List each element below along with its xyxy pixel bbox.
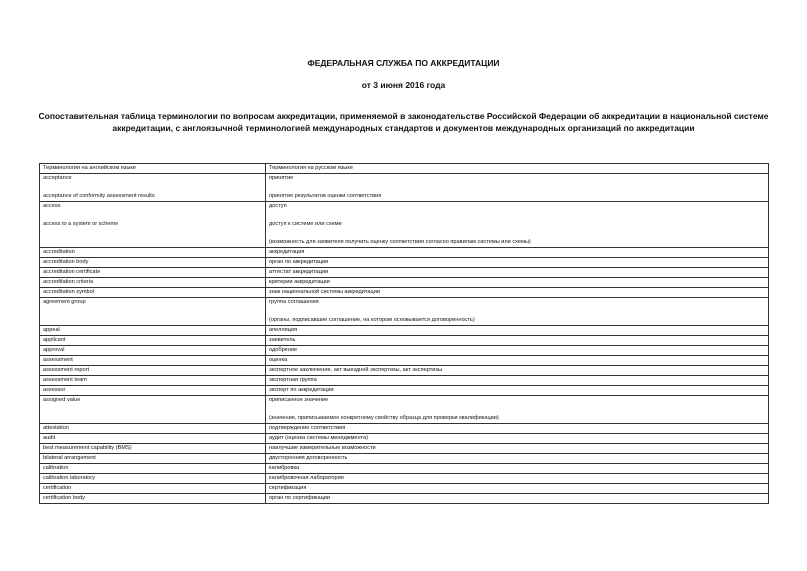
term-russian-cell (266, 258, 769, 268)
document-date: от 3 июня 2016 года (361, 80, 446, 90)
term-russian: орган по сертификации (269, 495, 331, 501)
term-english-cell (40, 356, 266, 366)
term-english-cell (40, 434, 266, 444)
term-russian: знак национальной системы аккредитации (269, 289, 380, 295)
term-english-cell (40, 484, 266, 494)
term-russian-cell (266, 346, 769, 356)
term-english: assessment team (43, 377, 87, 383)
line-gap (269, 404, 765, 415)
term-english-cell (40, 376, 266, 386)
term-english-cell (40, 464, 266, 474)
term-english: appeal (43, 327, 60, 333)
term-english-cell (40, 288, 266, 298)
term-english-cell (40, 336, 266, 346)
term-russian-cell (266, 474, 769, 484)
term-english (43, 415, 262, 422)
column-header-english: Терминология на английском языке (40, 164, 266, 174)
table-row (40, 424, 769, 434)
term-russian-cell (266, 202, 769, 248)
table-body (40, 174, 769, 504)
term-russian-cell (266, 444, 769, 454)
term-english: access to a system or scheme (43, 221, 119, 227)
term-russian-cell (266, 396, 769, 424)
table-row (40, 258, 769, 268)
term-english: assessment (43, 357, 73, 363)
column-header-russian: Терминология на русском языке (266, 164, 769, 174)
term-russian-cell (266, 424, 769, 434)
table-row (40, 174, 769, 202)
table-row (40, 278, 769, 288)
term-english: certification (43, 485, 72, 491)
term-english: accreditation body (43, 259, 89, 265)
term-russian: (возможность для заявителя получить оценку соответствия согласно правилам системы или схемы) (269, 239, 531, 245)
term-russian: сертификация (269, 485, 307, 491)
term-english: accreditation criteria (43, 279, 94, 285)
term-english-cell (40, 454, 266, 464)
table-row (40, 356, 769, 366)
term-english-cell (40, 174, 266, 202)
term-english-cell (40, 248, 266, 258)
term-russian: критерии аккредитации (269, 279, 330, 285)
term-russian-cell (266, 484, 769, 494)
term-english: calibration laboratory (43, 475, 95, 481)
term-russian: (значение, приписываемое конкретному свойству образца для проверки квалификации) (269, 415, 499, 421)
term-english: bilateral arrangement (43, 455, 96, 461)
term-russian: подтверждение соответствия (269, 425, 346, 431)
term-english: assigned value (43, 397, 81, 403)
term-russian-cell (266, 376, 769, 386)
term-english: attestation (43, 425, 69, 431)
term-russian-cell (266, 288, 769, 298)
term-english-cell (40, 474, 266, 484)
term-russian-cell (266, 386, 769, 396)
term-russian: двусторонняя договоренность (269, 455, 348, 461)
table-row (40, 474, 769, 484)
term-russian: (органы, подписавшие соглашение, на котором основывается договоренность) (269, 317, 475, 323)
term-russian: аттестат аккредитации (269, 269, 329, 275)
term-english-cell (40, 326, 266, 336)
term-russian-cell (266, 356, 769, 366)
term-russian: орган по аккредитации (269, 259, 329, 265)
term-russian: аудит (оценка системы менеджмента) (269, 435, 369, 441)
table-row (40, 326, 769, 336)
table-row (40, 336, 769, 346)
table-row (40, 454, 769, 464)
term-english: accreditation certificate (43, 269, 101, 275)
table-row (40, 494, 769, 504)
term-russian: оценка (269, 357, 288, 363)
term-english: approval (43, 347, 65, 353)
table-row (40, 386, 769, 396)
line-gap (43, 228, 262, 239)
table-row (40, 434, 769, 444)
line-gap (269, 228, 765, 239)
term-english: accreditation (43, 249, 75, 255)
term-russian-cell (266, 494, 769, 504)
document-title: Сопоставительная таблица терминологии по вопросам аккредитации, применяемой в законодательстве Российской Федерации об аккредитации в национальной системе аккредитации, с англоязычной терминологией международных стандартов и документов международных организаций по аккредитации (38, 111, 769, 133)
term-english: calibration (43, 465, 69, 471)
line-gap (43, 210, 262, 221)
term-russian-cell (266, 464, 769, 474)
term-russian: доступ (269, 203, 287, 209)
term-english (43, 317, 262, 324)
term-russian-cell (266, 326, 769, 336)
term-english: accreditation symbol (43, 289, 94, 295)
line-gap (43, 404, 262, 415)
term-english: audit (43, 435, 56, 441)
line-gap (43, 306, 262, 317)
line-gap (269, 306, 765, 317)
table-row (40, 396, 769, 424)
term-russian-cell (266, 174, 769, 202)
table-row (40, 268, 769, 278)
term-english-cell (40, 494, 266, 504)
term-english-cell (40, 386, 266, 396)
term-english-cell (40, 278, 266, 288)
term-english: acceptance of conformity assessment results (43, 193, 155, 199)
table-row (40, 248, 769, 258)
table-row (40, 464, 769, 474)
line-gap (269, 210, 765, 221)
term-english: best measurement capability (BMS) (43, 445, 132, 451)
term-english-cell (40, 346, 266, 356)
term-english: certification body (43, 495, 85, 501)
term-english-cell (40, 424, 266, 434)
table-row (40, 366, 769, 376)
term-english: assessor (43, 387, 66, 393)
term-russian: наилучшие измерительные возможности (269, 445, 376, 451)
line-gap (43, 182, 262, 193)
term-english-cell (40, 268, 266, 278)
term-russian-cell (266, 268, 769, 278)
table-header-row (40, 164, 769, 174)
table-row (40, 346, 769, 356)
term-russian: эксперт по аккредитации (269, 387, 334, 393)
term-english-cell (40, 298, 266, 326)
term-russian-cell (266, 298, 769, 326)
term-russian: калибровка (269, 465, 300, 471)
line-gap (269, 182, 765, 193)
term-russian: доступ к системе или схеме (269, 221, 342, 227)
term-russian-cell (266, 248, 769, 258)
term-russian: приписанное значение (269, 397, 329, 403)
table-row (40, 444, 769, 454)
term-english: agreement group (43, 299, 86, 305)
term-english-cell (40, 396, 266, 424)
term-russian-cell (266, 366, 769, 376)
term-russian-cell (266, 434, 769, 444)
term-english: applicant (43, 337, 66, 343)
term-english: assessment report (43, 367, 90, 373)
term-english-cell (40, 202, 266, 248)
term-russian-cell (266, 278, 769, 288)
agency-title: ФЕДЕРАЛЬНАЯ СЛУЖБА ПО АККРЕДИТАЦИИ (307, 58, 500, 68)
table-row (40, 376, 769, 386)
table-row (40, 288, 769, 298)
term-russian-cell (266, 336, 769, 346)
term-russian: заявитель (269, 337, 296, 343)
term-russian: принятие результатов оценки соответствия (269, 193, 382, 199)
term-russian: одобрение (269, 347, 298, 353)
table-row (40, 202, 769, 248)
term-russian: калибровочная лаборатория (269, 475, 344, 481)
term-russian: экспертное заключение, акт выездной экспертизы, акт экспертизы (269, 367, 442, 373)
term-english-cell (40, 258, 266, 268)
table-row (40, 298, 769, 326)
term-russian: апелляция (269, 327, 297, 333)
term-english-cell (40, 444, 266, 454)
term-english (43, 239, 262, 246)
term-russian-cell (266, 454, 769, 464)
term-english: acceptance (43, 175, 72, 181)
term-russian: аккредитация (269, 249, 305, 255)
term-russian: группа соглашения (269, 299, 319, 305)
term-russian: экспертная группа (269, 377, 317, 383)
term-english: access (43, 203, 61, 209)
table-row (40, 484, 769, 494)
term-english-cell (40, 366, 266, 376)
terminology-table (39, 163, 769, 504)
term-russian: принятие (269, 175, 294, 181)
